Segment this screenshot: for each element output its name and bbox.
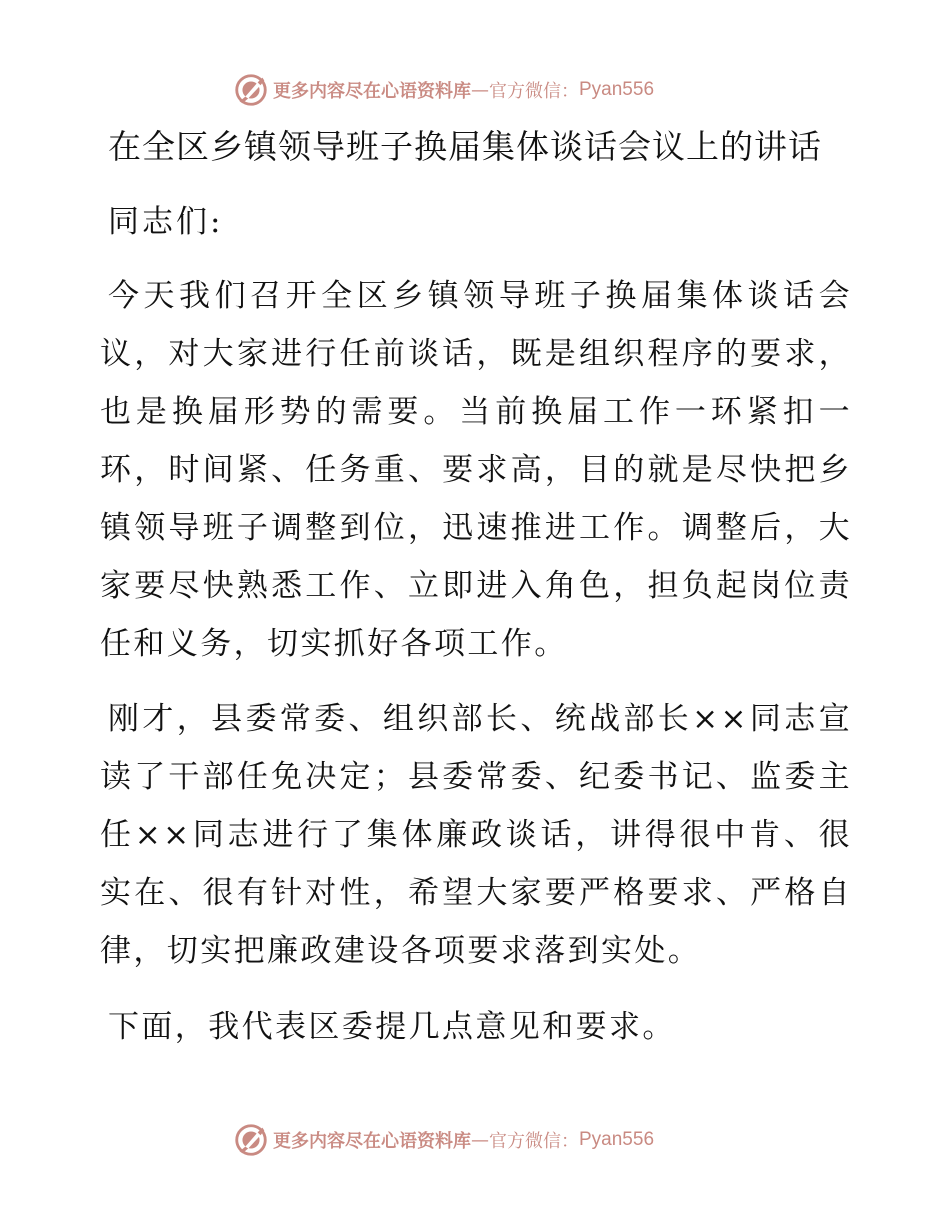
- salutation: 同志们:: [108, 204, 224, 240]
- watermark-dash: —: [471, 1129, 489, 1151]
- paragraph-review: 刚才，县委常委、组织部长、统战部长××同志宣读了干部任免决定；县委常委、纪委书记、监委主任××同志进行了集体廉政谈话，讲得很中肯、很实在、很有针对性，希望大家要严格要求、严格自律，切实把廉政建设各项要求落到实处。: [100, 701, 852, 969]
- footer-watermark: [232, 1121, 654, 1159]
- watermark-dash: —: [471, 79, 489, 101]
- watermark-official-label: 官方微信：: [489, 1131, 579, 1152]
- paragraph-transition: 下面，我代表区委提几点意见和要求。: [108, 1009, 676, 1045]
- pen-logo-icon: [232, 71, 270, 109]
- paragraph-opening: 今天我们召开全区乡镇领导班子换届集体谈话会议，对大家进行任前谈话，既是组织程序的要求，也是换届形势的需要。当前换届工作一环紧扣一环，时间紧、任务重、要求高，目的就是尽快把乡镇领导班子调整到位，迅速推进工作。调整后，大家要尽快熟悉工作、立即进入角色，担负起岗位责任和义务，切实抓好各项工作。: [100, 278, 852, 662]
- watermark-official-label: 官方微信：: [489, 81, 579, 102]
- header-watermark: [232, 71, 654, 109]
- watermark-main-text: 更多内容尽在心语资料库: [273, 81, 471, 102]
- pen-logo-icon: [232, 1121, 270, 1159]
- watermark-main-text: 更多内容尽在心语资料库: [273, 1131, 471, 1152]
- document-title: 在全区乡镇领导班子换届集体谈话会议上的讲话: [108, 127, 822, 166]
- watermark-handle: Pyan556: [579, 1129, 655, 1150]
- watermark-handle: Pyan556: [579, 79, 655, 100]
